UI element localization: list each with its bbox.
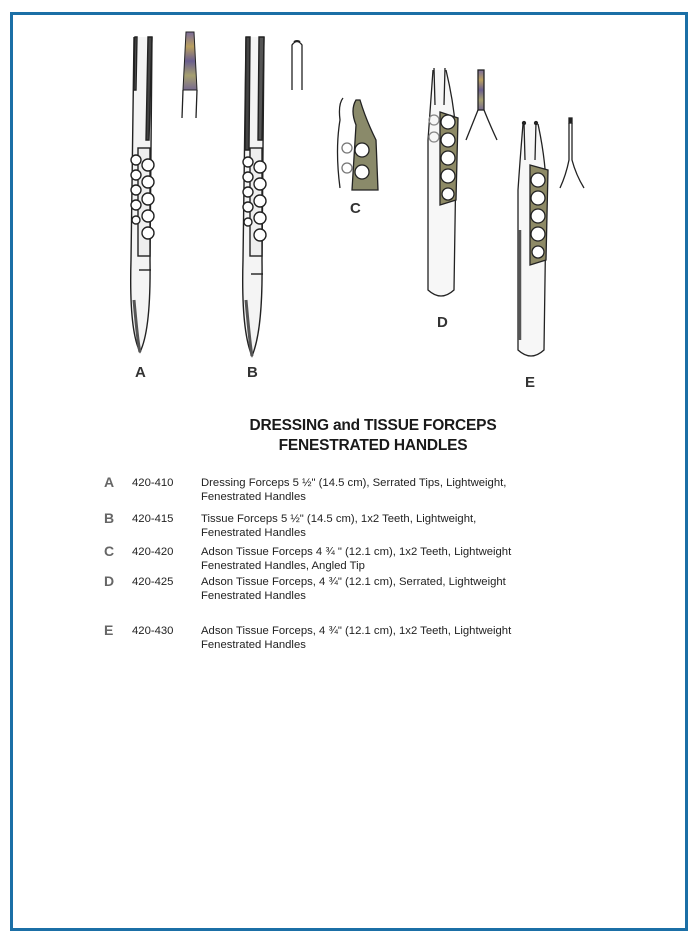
item-description-line: Tissue Forceps 5 ½" (14.5 cm), 1x2 Teeth, Lightweight,	[201, 513, 477, 525]
item-description-line: Adson Tissue Forceps, 4 ¾" (12.1 cm), Serrated, Lightweight	[201, 576, 506, 588]
item-letter: E	[104, 622, 114, 638]
item-code: 420-425	[132, 576, 174, 588]
item-description	[201, 624, 561, 652]
item-description-line: Fenestrated Handles	[201, 590, 306, 602]
item-description-line: Fenestrated Handles	[201, 639, 306, 651]
forceps-b-illustration	[243, 37, 266, 356]
item-letter: D	[104, 573, 115, 589]
item-code: 420-420	[132, 546, 174, 558]
item-letter: C	[104, 543, 115, 559]
figure-label-e: E	[525, 374, 536, 391]
forceps-d-illustration	[428, 68, 458, 296]
document-title	[200, 416, 546, 456]
forceps-d-tip-detail	[466, 70, 497, 140]
item-description	[201, 512, 561, 540]
forceps-a-tip-detail	[182, 32, 197, 118]
item-description-line: Fenestrated Handles, Angled Tip	[201, 560, 365, 572]
item-code: 420-410	[132, 477, 174, 489]
item-description	[201, 476, 561, 504]
forceps-c-illustration	[338, 98, 379, 190]
title-line-1: DRESSING and TISSUE FORCEPS	[249, 417, 497, 434]
item-description	[201, 575, 561, 603]
item-code: 420-430	[132, 625, 174, 637]
forceps-b-tip-detail	[292, 41, 302, 90]
item-letter: B	[104, 510, 115, 526]
item-letter: A	[104, 474, 115, 490]
figure-label-b: B	[247, 364, 258, 381]
item-description-line: Adson Tissue Forceps 4 ¾ " (12.1 cm), 1x2 Teeth, Lightweight	[201, 546, 512, 558]
forceps-e-tip-detail	[560, 118, 584, 188]
figure-label-c: C	[350, 200, 361, 217]
forceps-a-illustration	[131, 37, 154, 352]
title-line-2: FENESTRATED HANDLES	[278, 437, 468, 454]
figure-label-d: D	[437, 314, 448, 331]
item-description-line: Fenestrated Handles	[201, 527, 306, 539]
item-description-line: Adson Tissue Forceps, 4 ¾" (12.1 cm), 1x2 Teeth, Lightweight	[201, 625, 512, 637]
item-description-line: Fenestrated Handles	[201, 491, 306, 503]
item-description-line: Dressing Forceps 5 ½" (14.5 cm), Serrated Tips, Lightweight,	[201, 477, 507, 489]
figure-label-a: A	[135, 364, 146, 381]
forceps-e-illustration	[518, 122, 548, 357]
item-code: 420-415	[132, 513, 174, 525]
item-description	[201, 545, 561, 573]
